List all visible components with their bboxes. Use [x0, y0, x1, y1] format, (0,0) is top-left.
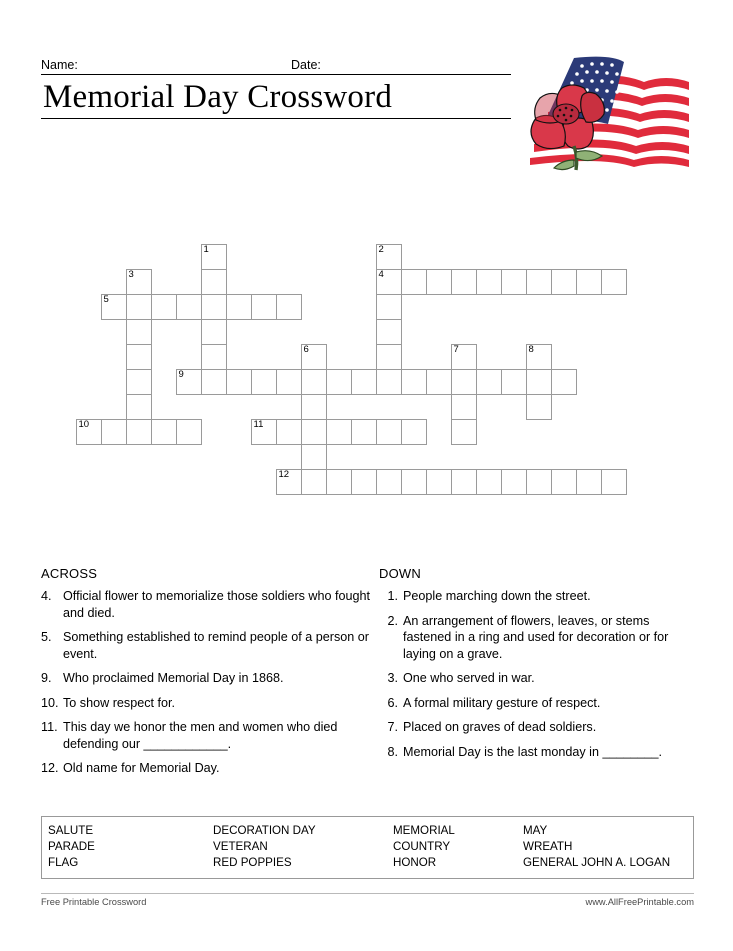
down-clues-column	[379, 566, 699, 768]
word-bank-word: PARADE	[48, 840, 95, 853]
word-bank-row	[42, 823, 693, 839]
grid-cell[interactable]	[451, 269, 477, 295]
grid-cell[interactable]	[251, 369, 277, 395]
grid-cell[interactable]	[376, 419, 402, 445]
grid-cell[interactable]	[476, 469, 502, 495]
date-label: Date:	[291, 58, 321, 72]
grid-cell[interactable]	[426, 269, 452, 295]
grid-cell[interactable]	[201, 269, 227, 295]
word-bank-word: VETERAN	[213, 840, 268, 853]
grid-cell[interactable]	[576, 269, 602, 295]
grid-cell[interactable]	[526, 344, 552, 370]
grid-cell[interactable]	[201, 369, 227, 395]
grid-cell[interactable]	[526, 369, 552, 395]
worksheet-header	[41, 58, 511, 119]
grid-cell-number: 4	[378, 269, 384, 280]
word-bank-word: MAY	[523, 824, 548, 837]
grid-cell[interactable]	[326, 419, 352, 445]
down-clue-text: People marching down the street.	[403, 589, 591, 603]
footer-left-text: Free Printable Crossword	[41, 897, 147, 907]
grid-cell-number: 12	[278, 469, 290, 480]
grid-cell[interactable]	[526, 269, 552, 295]
word-bank-word: DECORATION DAY	[213, 824, 316, 837]
word-bank-word: COUNTRY	[393, 840, 451, 853]
grid-cell-number: 5	[103, 294, 109, 305]
down-clue-number: 1.	[387, 589, 398, 603]
grid-cell[interactable]	[276, 294, 302, 320]
down-clue-text: Placed on graves of dead soldiers.	[403, 720, 597, 734]
grid-cell[interactable]	[351, 419, 377, 445]
grid-cell[interactable]	[551, 369, 577, 395]
grid-cell[interactable]	[76, 419, 102, 445]
grid-cell[interactable]	[601, 469, 627, 495]
grid-cell[interactable]	[476, 369, 502, 395]
across-clue-text: This day we honor the men and women who died defending our ____________.	[63, 720, 338, 751]
grid-cell[interactable]	[276, 419, 302, 445]
grid-cell[interactable]	[326, 469, 352, 495]
grid-cell-number: 2	[378, 244, 384, 255]
across-clue	[41, 588, 376, 621]
across-clue-text: Who proclaimed Memorial Day in 1868.	[63, 671, 284, 685]
grid-cell[interactable]	[351, 369, 377, 395]
across-clue	[41, 760, 376, 777]
grid-cell-number: 9	[178, 369, 184, 380]
word-bank	[41, 816, 694, 879]
grid-cell-number: 3	[128, 269, 134, 280]
word-bank-word: WREATH	[523, 840, 573, 853]
grid-cell[interactable]	[426, 369, 452, 395]
page-title: Memorial Day Crossword	[43, 79, 393, 115]
across-clue-list	[41, 588, 376, 777]
grid-cell[interactable]	[176, 369, 202, 395]
grid-cell[interactable]	[301, 369, 327, 395]
grid-cell[interactable]	[126, 294, 152, 320]
across-clue	[41, 695, 376, 712]
grid-cell[interactable]	[126, 369, 152, 395]
grid-cell[interactable]	[401, 419, 427, 445]
across-clue	[41, 670, 376, 687]
grid-cell[interactable]	[526, 394, 552, 420]
grid-cell[interactable]	[151, 419, 177, 445]
across-clues-column	[41, 566, 376, 785]
grid-cell-number: 10	[78, 419, 90, 430]
down-clue-number: 6.	[387, 695, 398, 710]
grid-cell[interactable]	[376, 294, 402, 320]
grid-cell[interactable]	[201, 344, 227, 370]
grid-cell[interactable]	[101, 419, 127, 445]
grid-cell[interactable]	[351, 469, 377, 495]
word-bank-word: FLAG	[48, 856, 79, 869]
crossword-grid[interactable]	[76, 244, 676, 504]
grid-cell[interactable]	[451, 369, 477, 395]
down-heading: DOWN	[379, 566, 421, 581]
grid-cell[interactable]	[576, 469, 602, 495]
grid-cell[interactable]	[226, 294, 252, 320]
grid-cell[interactable]	[251, 419, 277, 445]
grid-cell[interactable]	[426, 469, 452, 495]
grid-cell[interactable]	[401, 369, 427, 395]
grid-cell[interactable]	[526, 469, 552, 495]
down-clue-number: 3.	[387, 671, 398, 685]
poppy-flower-group	[531, 85, 604, 149]
grid-cell[interactable]	[126, 269, 152, 295]
down-clue-number: 2.	[387, 613, 398, 628]
grid-cell[interactable]	[126, 394, 152, 420]
word-bank-rows	[42, 823, 693, 871]
grid-cell[interactable]	[301, 444, 327, 470]
grid-cell-number: 11	[253, 419, 264, 430]
footer-rule	[41, 893, 694, 894]
grid-cell[interactable]	[276, 469, 302, 495]
grid-cell[interactable]	[301, 394, 327, 420]
american-flag-poppy-illustration	[516, 52, 691, 172]
grid-cell[interactable]	[126, 419, 152, 445]
down-clue-number: 7.	[387, 720, 398, 734]
grid-cell[interactable]	[151, 294, 177, 320]
across-clue-number: 9.	[41, 671, 52, 685]
down-clue	[379, 744, 699, 761]
down-clue	[379, 613, 699, 663]
across-clue-text: To show respect for.	[63, 695, 175, 710]
grid-cell[interactable]	[176, 294, 202, 320]
grid-cell[interactable]	[451, 344, 477, 370]
grid-cell[interactable]	[276, 369, 302, 395]
grid-cell[interactable]	[201, 294, 227, 320]
grid-cell-number: 7	[453, 344, 459, 355]
across-clue-number: 12.	[41, 761, 59, 775]
grid-cell[interactable]	[551, 269, 577, 295]
grid-cell[interactable]	[451, 419, 477, 445]
grid-cell[interactable]	[226, 369, 252, 395]
grid-cell[interactable]	[126, 319, 152, 345]
grid-cell[interactable]	[301, 419, 327, 445]
name-label: Name:	[41, 58, 78, 72]
grid-cell[interactable]	[376, 269, 402, 295]
down-clue	[379, 670, 699, 687]
grid-cell[interactable]	[176, 419, 202, 445]
grid-cell[interactable]	[251, 294, 277, 320]
grid-cell-number: 8	[528, 344, 534, 355]
word-bank-row	[42, 839, 693, 855]
grid-cell[interactable]	[376, 344, 402, 370]
down-clue-list	[379, 588, 699, 760]
across-heading: ACROSS	[41, 566, 98, 581]
across-clue-text: Official flower to memorialize those soldiers who fought and died.	[63, 589, 371, 620]
grid-cell-number: 1	[203, 244, 209, 255]
across-clue-number: 10.	[41, 695, 59, 710]
grid-cell[interactable]	[376, 469, 402, 495]
down-clue-number: 8.	[387, 744, 398, 759]
grid-cell[interactable]	[126, 344, 152, 370]
footer	[41, 897, 694, 907]
grid-cell[interactable]	[376, 319, 402, 345]
grid-cell[interactable]	[301, 469, 327, 495]
across-clue-number: 11.	[41, 720, 58, 734]
grid-cell[interactable]	[301, 344, 327, 370]
across-clue-number: 5.	[41, 630, 52, 644]
down-clue-text: Memorial Day is the last monday in ________.	[403, 744, 663, 759]
grid-cell[interactable]	[601, 269, 627, 295]
grid-cell[interactable]	[201, 319, 227, 345]
down-clue	[379, 695, 699, 712]
title-rule	[41, 118, 511, 119]
across-clue-number: 4.	[41, 589, 52, 603]
across-clue	[41, 629, 376, 662]
grid-cell[interactable]	[401, 469, 427, 495]
grid-cell[interactable]	[401, 269, 427, 295]
across-clue-text: Old name for Memorial Day.	[63, 761, 220, 775]
grid-cell[interactable]	[451, 394, 477, 420]
word-bank-row	[42, 855, 693, 871]
grid-cell[interactable]	[476, 269, 502, 295]
footer-right-url[interactable]: www.AllFreePrintable.com	[585, 897, 694, 907]
grid-cell[interactable]	[101, 294, 127, 320]
down-clue	[379, 719, 699, 736]
grid-cell[interactable]	[501, 269, 527, 295]
grid-cell[interactable]	[501, 369, 527, 395]
grid-cell[interactable]	[551, 469, 577, 495]
name-date-row	[41, 58, 511, 72]
down-clue-text: One who served in war.	[403, 671, 535, 685]
grid-cell[interactable]	[201, 244, 227, 270]
grid-cell[interactable]	[376, 369, 402, 395]
flag-svg	[516, 52, 691, 172]
word-bank-word: MEMORIAL	[393, 824, 455, 837]
grid-cell[interactable]	[501, 469, 527, 495]
down-clue-text: A formal military gesture of respect.	[403, 695, 601, 710]
word-bank-word: GENERAL JOHN A. LOGAN	[523, 856, 671, 869]
across-clue	[41, 719, 376, 752]
grid-cell[interactable]	[376, 244, 402, 270]
word-bank-word: HONOR	[393, 856, 437, 869]
word-bank-word: RED POPPIES	[213, 856, 292, 869]
down-clue	[379, 588, 699, 605]
across-clue-text: Something established to remind people of a person or event.	[63, 630, 369, 661]
grid-cell[interactable]	[326, 369, 352, 395]
grid-cell-number: 6	[303, 344, 309, 355]
down-clue-text: An arrangement of flowers, leaves, or stems fastened in a ring and used for decoration or for laying on a grave.	[403, 613, 669, 661]
word-bank-word: SALUTE	[48, 824, 94, 837]
grid-cell[interactable]	[451, 469, 477, 495]
